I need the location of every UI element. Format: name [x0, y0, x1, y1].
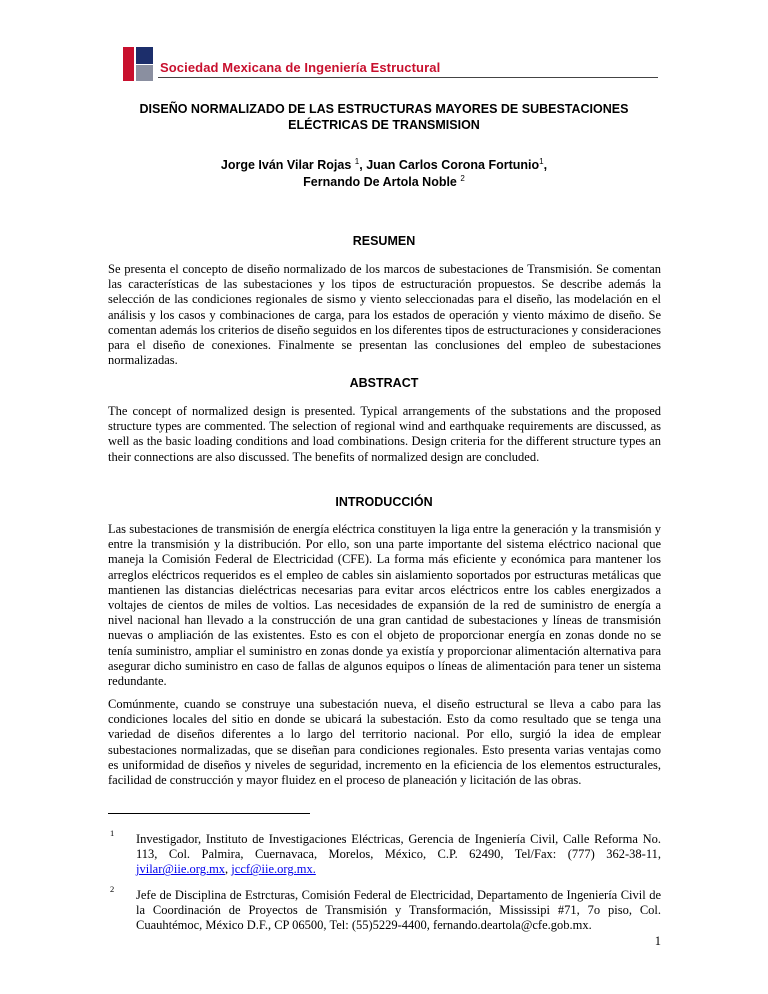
paper-title [100, 101, 668, 133]
society-name: Sociedad Mexicana de Ingeniería Estructural [160, 60, 441, 75]
header-rule [158, 77, 658, 78]
author-artola: Fernando De Artola Noble [303, 175, 457, 189]
author-line-2 [100, 174, 668, 191]
author-vilar-affiliation: 1 [354, 157, 360, 166]
logo-red-bar [123, 47, 134, 81]
author-artola-affiliation: 2 [460, 174, 465, 183]
society-logo [123, 47, 153, 81]
resumen-heading: RESUMEN [352, 234, 416, 248]
title-line-2: ELÉCTRICAS DE TRANSMISION [288, 118, 480, 132]
abstract-heading: ABSTRACT [349, 376, 419, 390]
author-corona: Juan Carlos Corona Fortunio [366, 158, 540, 172]
introduccion-paragraph-2: Comúnmente, cuando se construye una subestación nueva, el diseño estructural se lleva a cabo para las condiciones locales del sitio en donde se ubicará la subestación. Esto da como resultado que se tenga una variedad de diseños diferentes a lo largo del territorio nacional. Por ello, surgió la idea de emplear subestaciones normalizadas, que se diseñan para condiciones regionales. Esto presenta varias ventajas como es uniformidad de diseños y niveles de seguridad, incremento en la eficiencia de los elementos estructurales, facilidad de construcción y mayor fluidez en el proceso de planeación y licitación de las obras. [108, 697, 661, 788]
introduccion-heading: INTRODUCCIÓN [335, 495, 433, 509]
author-vilar: Jorge Iván Vilar Rojas [220, 158, 352, 172]
introduccion-paragraph-1: Las subestaciones de transmisión de energía eléctrica constituyen la liga entre la generación y la transmisión y entre la transmisión y la distribución. Por ello, son una parte importante del sistema eléctrico nacional que maneja la Comisión Federal de Electricidad (CFE). La forma más eficiente y económica para mantener los arreglos eléctricos requeridos es el empleo de cables sin aislamiento soportados por estructuras metálicas que mantienen las distancias dieléctricas necesarias para evitar arcos eléctricos entre los cables energizados a voltajes de cientos de miles de voltios. Las necesidades de expansión de la red de suministro de energía a nivel nacional han llevado a la construcción de una gran cantidad de subestaciones y líneas de transmisión nuevas o ampliación de las existentes. Esto es con el objeto de proporcionar energía en zonas donde no se tenía suministro, ampliar el suministro en zonas donde ya existía y proporcionar alimentación alternativa para asegurar dicho suministro en caso de fallas de algunos equipos o líneas de alimentación para tener un sistema redundante. [108, 522, 661, 689]
footnote-2-marker: 2 [110, 884, 115, 894]
author-corona-affiliation: 1 [539, 157, 544, 166]
page-number: 1 [654, 934, 661, 948]
resumen-text: Se presenta el concepto de diseño normalizado de los marcos de subestaciones de Transmisión. Se comentan las características de las subestaciones y los tipos de estructuración propuestos. Se describe además la selección de las condiciones regionales de sismo y viento seleccionadas para el diseño, las modelación en el análisis y los casos y combinaciones de carga, para los estados de operación y viento máximo de diseño. Se comentan además los criterios de diseño seguidos en los diferentes tipos de estructuraciones y consideraciones para el diseño de conexiones. Finalmente se presentan las conclusiones del empleo de subestaciones normalizadas. [108, 262, 661, 368]
footnote-rule [108, 813, 310, 814]
abstract-text: The concept of normalized design is presented. Typical arrangements of the substations and the proposed structure types are commented. The selection of regional wind and earthquake requirements are discussed, as well as the basic loading conditions and load combinations. Design criteria for the different structure types an their connections are also discussed. The benefits of normalized design are concluded. [108, 404, 661, 464]
title-line-1: DISEÑO NORMALIZADO DE LAS ESTRUCTURAS MAYORES DE SUBESTACIONES [139, 102, 629, 116]
logo-gray-square [136, 65, 153, 81]
email-link-jvilar[interactable]: jvilar@iie.org.mx [136, 862, 226, 877]
footnote-1-marker: 1 [110, 828, 115, 838]
footnote-2: Jefe de Disciplina de Estrcturas, Comisión Federal de Electricidad, Departamento de Ingeniería Civil de la Coordinación de Proyectos de Transmisión y Transformación, Mississipi #71, 7o piso, Col. Cuauhtémoc, México D.F., CP 06500, Tel: (55)5229-4400, fernando.deartola@cfe.gob.mx. [136, 888, 661, 933]
logo-blue-square [136, 47, 153, 64]
author-line-1: Jorge Iván Vilar Rojas $^1$, Juan Carlos Corona Fortunio$^1$, [220, 157, 548, 172]
email-link-jccf[interactable]: jccf@iie.org.mx. [231, 862, 316, 877]
author-list [100, 157, 668, 191]
footnote-1: Investigador, Instituto de Investigaciones Eléctricas, Gerencia de Ingeniería Civil, Calle Reforma No. 113, Col. Palmira, Cuernavaca, Morelos, México, C.P. 62490, Tel/Fax: (777) 362-38-11, jvilar@iie.org.mx, jccf@iie.org.mx. [136, 832, 661, 877]
